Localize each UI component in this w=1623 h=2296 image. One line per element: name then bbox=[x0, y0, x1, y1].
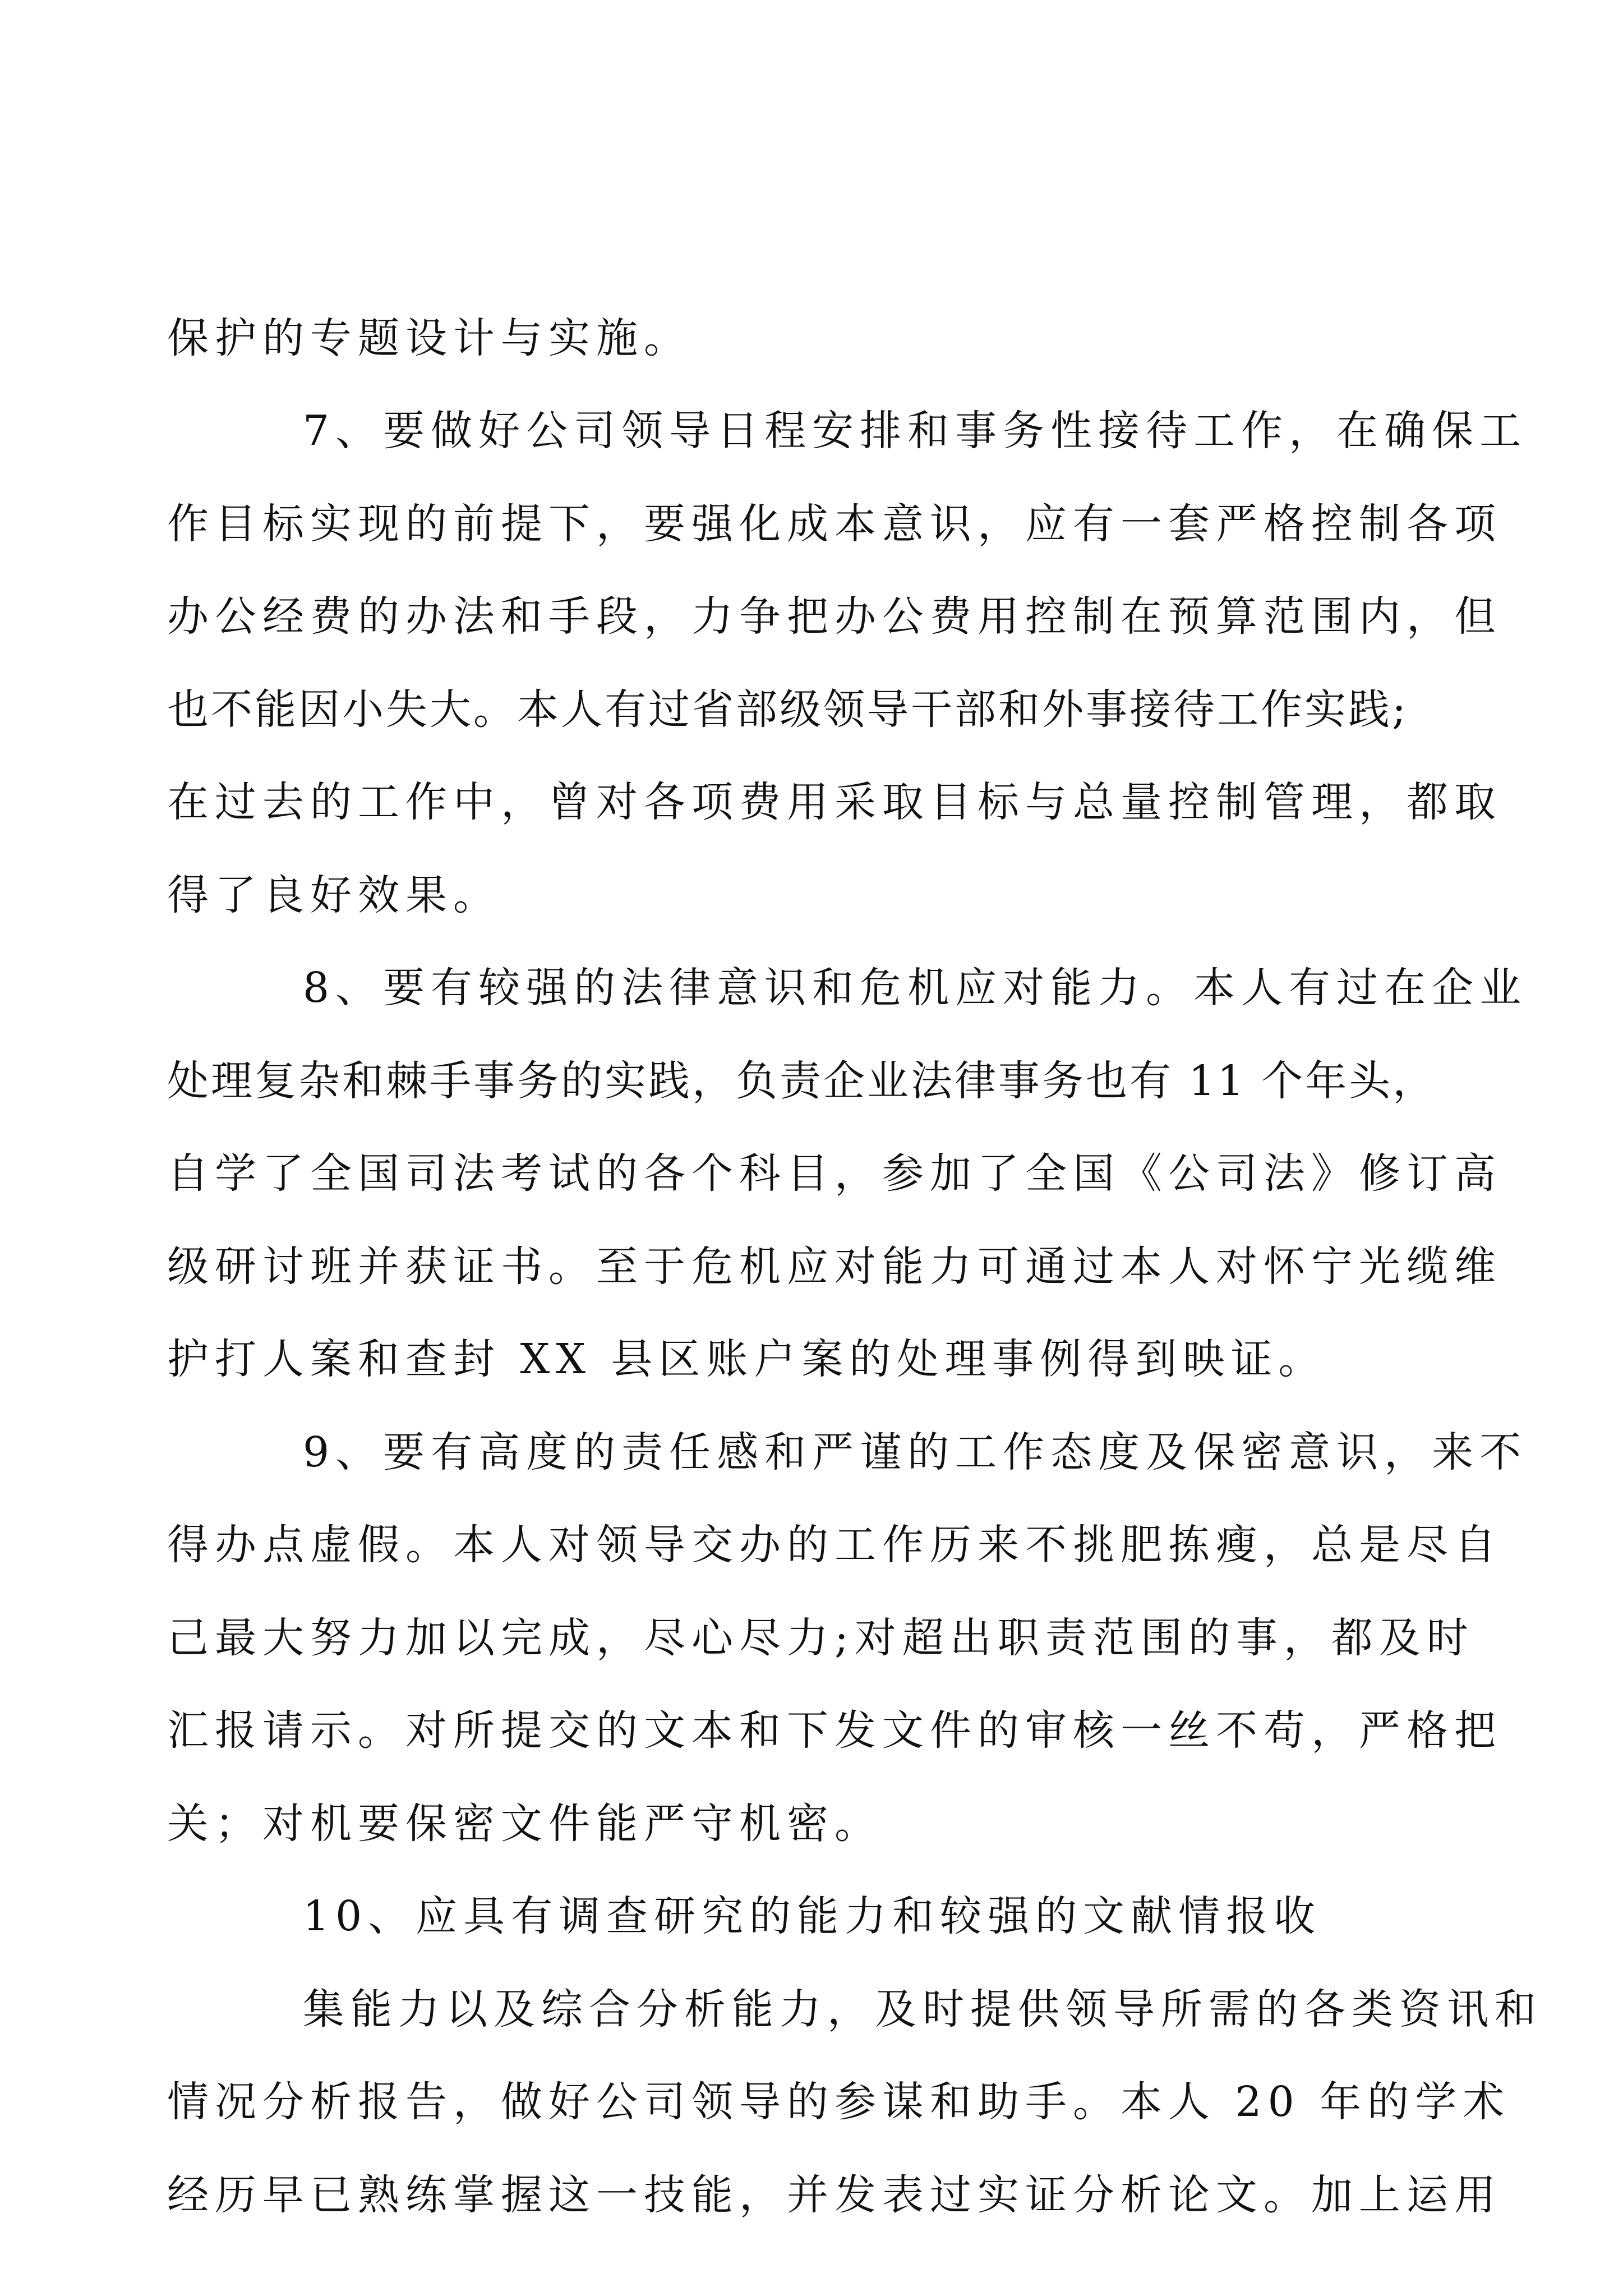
body-line: 保护的专题设计与实施。 bbox=[167, 314, 691, 362]
body-line: 情况分析报告，做好公司领导的参谋和助手。本人 20 年的学术 bbox=[167, 2078, 1511, 2126]
body-line: 级研讨班并获证书。至于危机应对能力可通过本人对怀宁光缆维 bbox=[167, 1243, 1502, 1291]
body-line: 关；对机要保密文件能严守机密。 bbox=[167, 1800, 882, 1848]
body-line: 自学了全国司法考试的各个科目，参加了全国《公司法》修订高 bbox=[167, 1149, 1502, 1198]
body-line: 经历早已熟练掌握这一技能，并发表过实证分析论文。加上运用 bbox=[167, 2171, 1502, 2219]
body-line: 7、要做好公司领导日程安排和事务性接待工作，在确保工 bbox=[303, 407, 1528, 455]
body-line: 护打人案和查封 XX 县区账户案的处理事例得到映证。 bbox=[167, 1335, 1326, 1383]
body-line: 得了良好效果。 bbox=[167, 871, 501, 919]
body-line: 10、应具有调查研究的能力和较强的文献情报收 bbox=[303, 1892, 1322, 1940]
body-line: 8、要有较强的法律意识和危机应对能力。本人有过在企业 bbox=[303, 964, 1528, 1012]
body-line: 作目标实现的前提下，要强化成本意识，应有一套严格控制各项 bbox=[167, 500, 1502, 548]
body-line: 办公经费的办法和手段，力争把办公费用控制在预算范围内，但 bbox=[167, 592, 1502, 641]
body-line: 得办点虚假。本人对领导交办的工作历来不挑肥拣瘦，总是尽自 bbox=[167, 1521, 1502, 1569]
body-line: 也不能因小失大。本人有过省部级领导干部和外事接待工作实践; bbox=[167, 685, 1408, 734]
body-line: 处理复杂和棘手事务的实践，负责企业法律事务也有 11 个年头， bbox=[167, 1057, 1437, 1105]
body-line: 集能力以及综合分析能力，及时提供领导所需的各类资讯和 bbox=[303, 1985, 1542, 2033]
body-line: 在过去的工作中，曾对各项费用采取目标与总量控制管理，都取 bbox=[167, 778, 1502, 826]
body-line: 汇报请示。对所提交的文本和下发文件的审核一丝不苟，严格把 bbox=[167, 1706, 1502, 1755]
body-line: 己最大努力加以完成，尽心尽力;对超出职责范围的事，都及时 bbox=[167, 1614, 1474, 1662]
body-line: 9、要有高度的责任感和严谨的工作态度及保密意识，来不 bbox=[303, 1428, 1528, 1476]
